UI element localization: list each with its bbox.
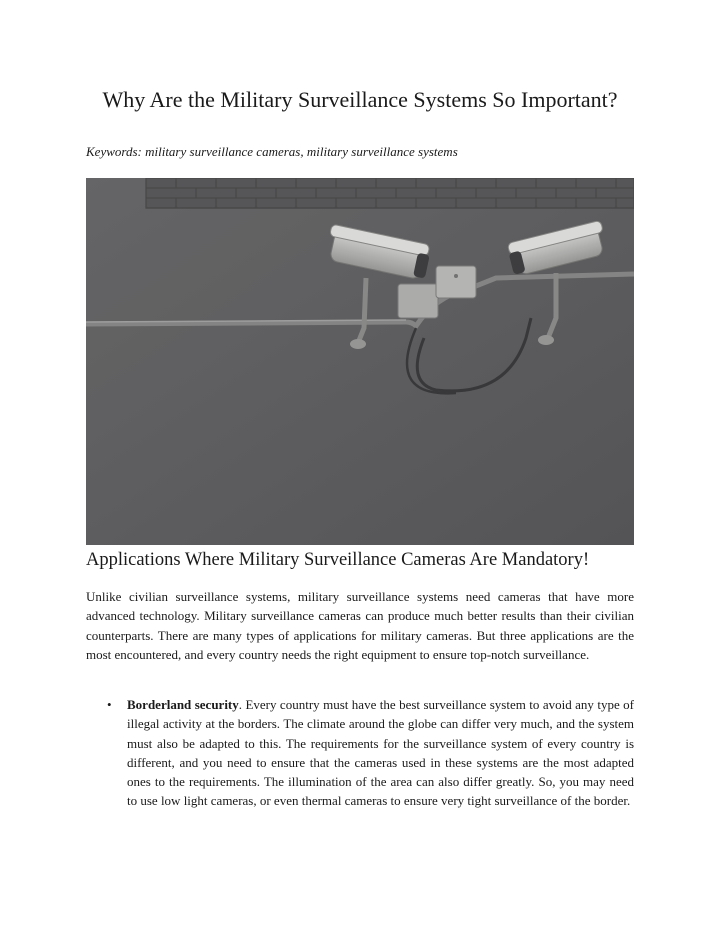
list-item-borderland-security <box>86 695 634 811</box>
document-title: Why Are the Military Surveillance Systems So Important? <box>102 87 618 112</box>
applications-list <box>86 695 634 811</box>
bullet-marker: • <box>107 697 112 712</box>
intro-paragraph: Unlike civilian surveillance systems, military surveillance systems need cameras that have more advanced technology. Military surveillance cameras can produce much better results than their civilian counterparts. There are many types of applications for military cameras. But three applications are the most encountered, and every country needs the right equipment to ensure top-notch surveillance. <box>86 589 634 662</box>
surveillance-cameras-photo <box>86 178 634 545</box>
bullet-term: Borderland security <box>127 697 239 712</box>
section-heading: Applications Where Military Surveillance Cameras Are Mandatory! <box>86 550 590 570</box>
keywords-line: Keywords: military surveillance cameras, military surveillance systems <box>86 144 458 159</box>
bullet-text: . Every country must have the best surveillance system to avoid any type of illegal activity at the borders. The climate around the globe can differ very much, and the system must also be adapted to this. The requirements for the surveillance system of every country is different, and you need to ensure that the cameras used in these systems are the most adapted ones to the requirements. The illumination of the area can also differ greatly. So, you may need to use low light cameras, or even thermal cameras to ensure very tight surveillance of the border. <box>127 697 634 809</box>
